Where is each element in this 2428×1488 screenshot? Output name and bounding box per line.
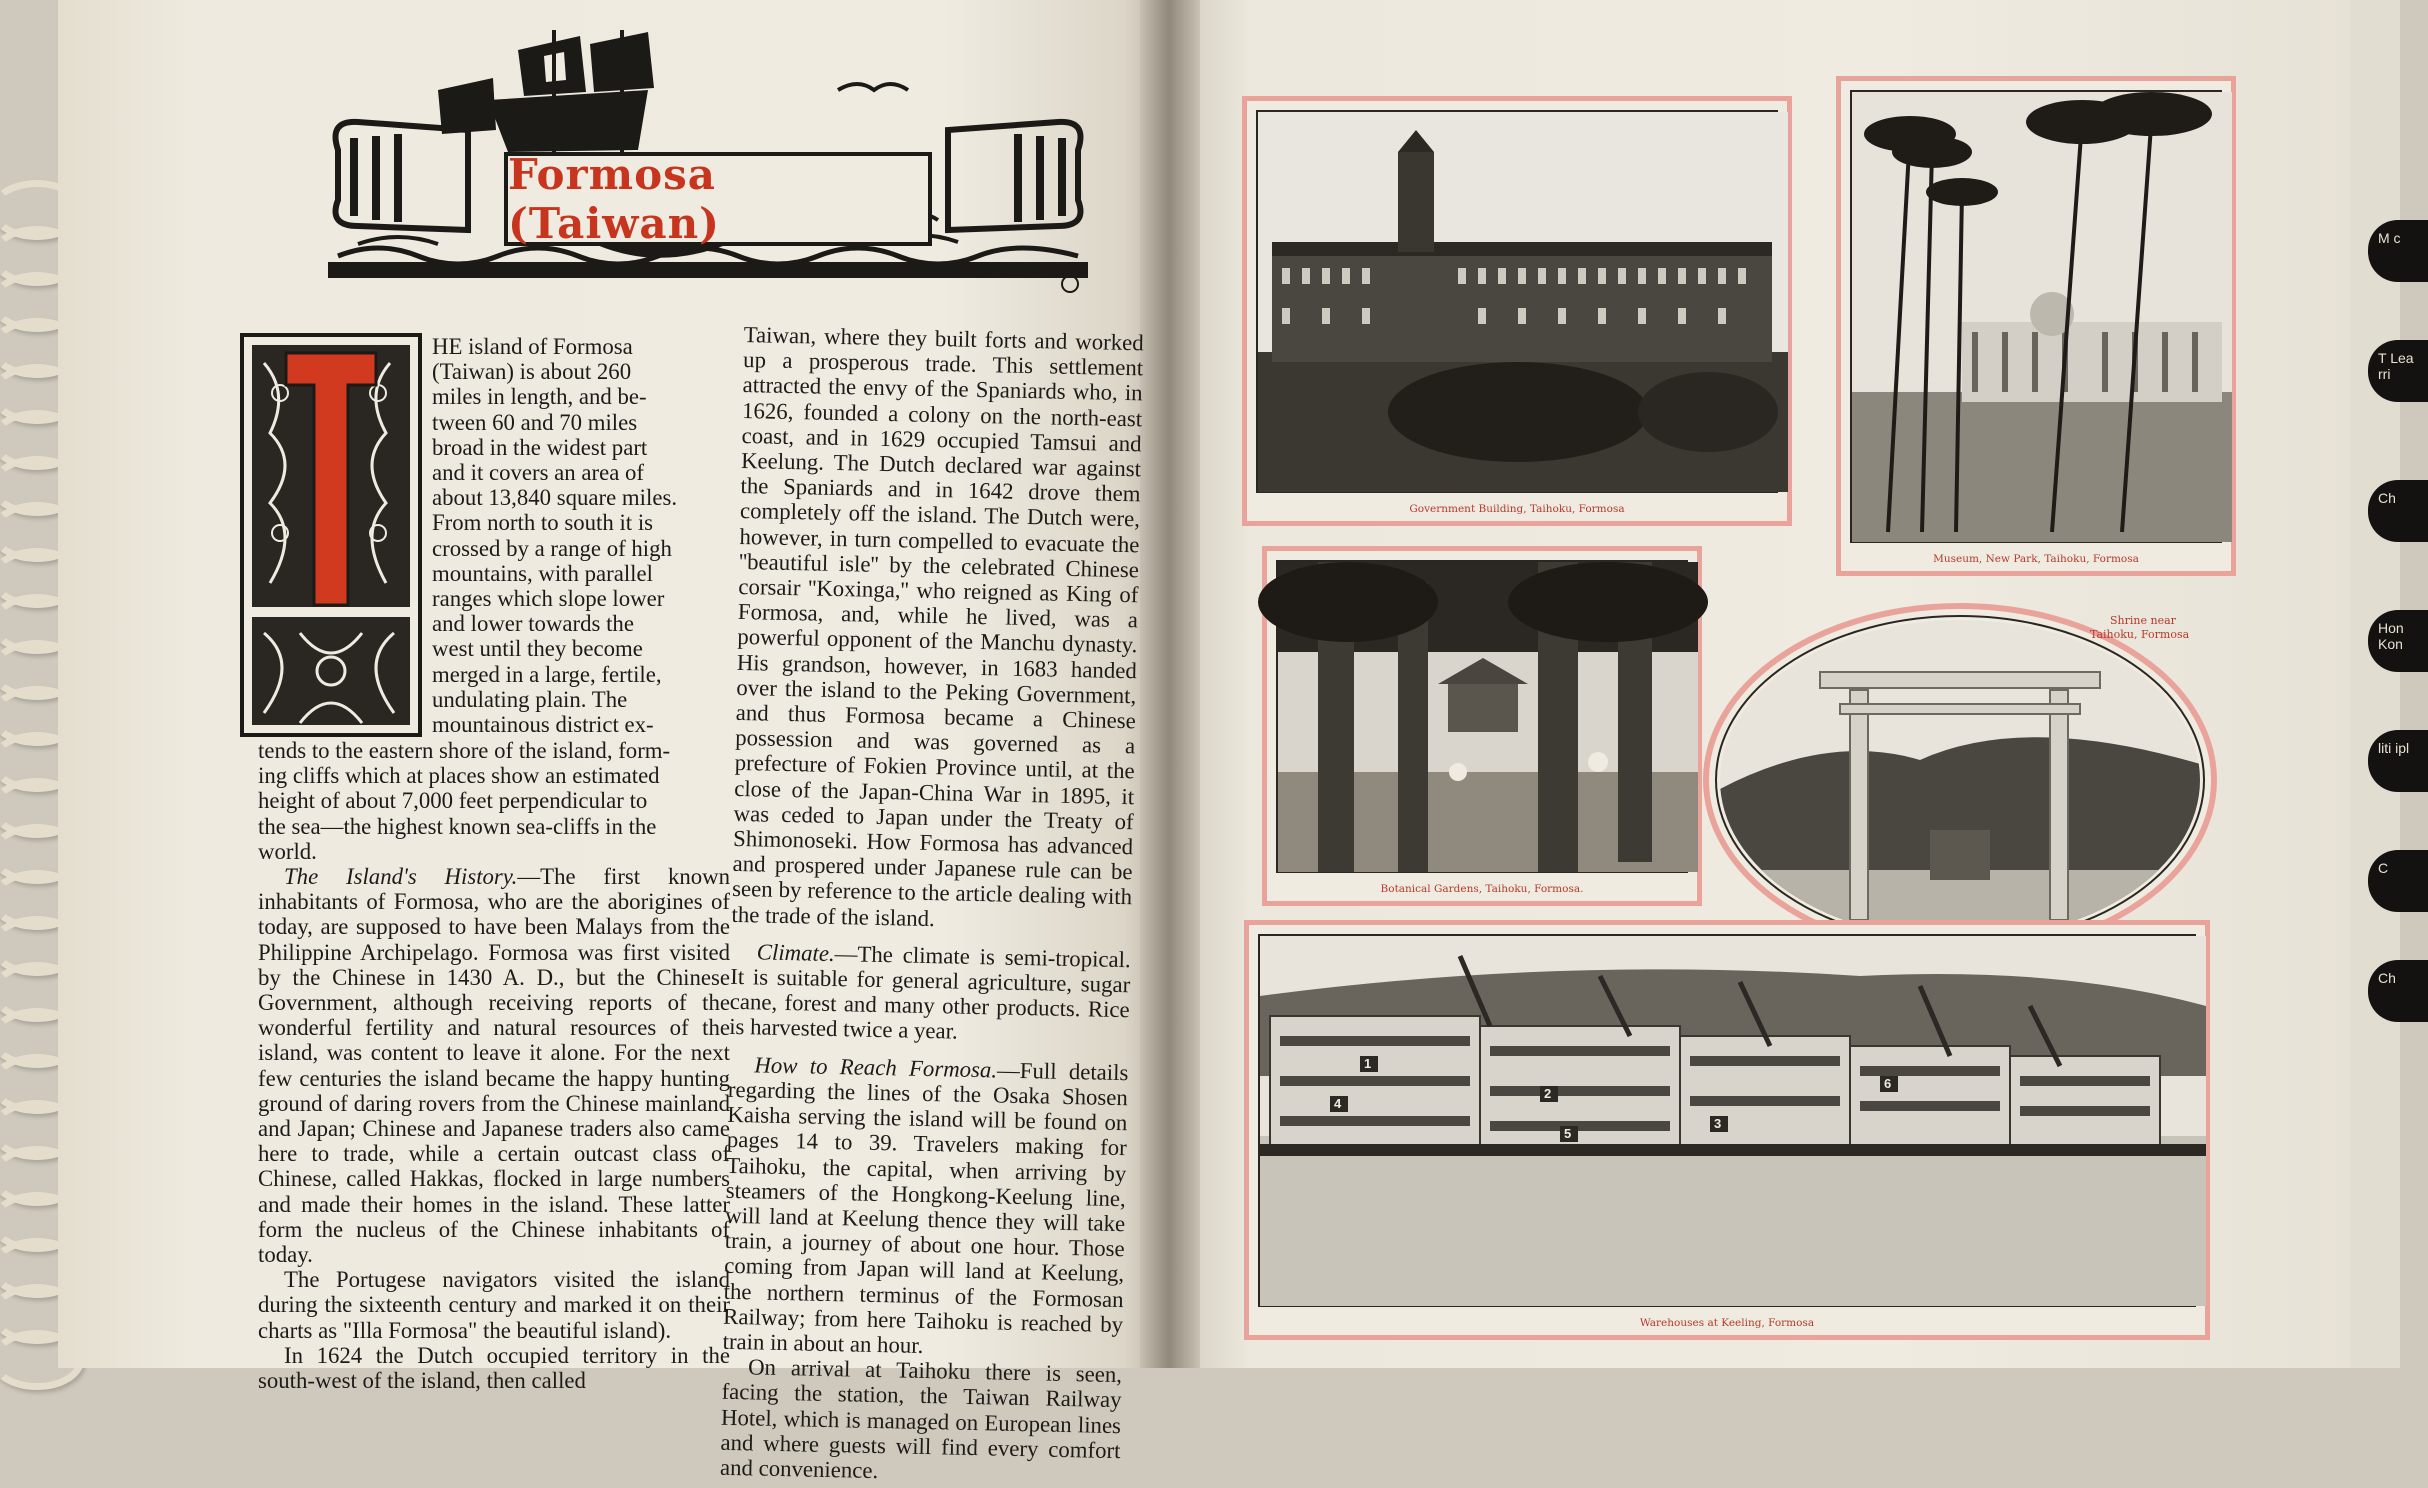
drop-cap bbox=[240, 333, 422, 737]
warehouses-image bbox=[1260, 936, 2206, 1306]
opening-line: mountainous district ex- bbox=[432, 712, 654, 738]
history-heading: The Island's History. bbox=[284, 864, 518, 890]
caption-botanical: Botanical Gardens, Taihoku, Formosa. bbox=[1380, 883, 1584, 895]
next-page-tab: T Lea rri bbox=[2368, 340, 2428, 402]
next-page-tab: liti ipl bbox=[2368, 730, 2428, 792]
heading-banner bbox=[318, 30, 1098, 315]
next-page-edge bbox=[2350, 0, 2400, 1368]
book-gutter bbox=[1140, 0, 1200, 1368]
photo-museum bbox=[1836, 76, 2236, 576]
caption-shrine-2: Taihoku, Formosa bbox=[2090, 628, 2190, 641]
body-line: world. bbox=[258, 838, 317, 864]
body-line: the sea—the highest known sea-cliffs in the bbox=[258, 813, 657, 839]
next-page-tab: Ch bbox=[2368, 960, 2428, 1022]
photo-botanical-gardens bbox=[1262, 546, 1702, 906]
opening-line: From north to south it is bbox=[432, 510, 654, 536]
photo-government-building bbox=[1242, 96, 1792, 526]
next-page-tab: M c bbox=[2368, 220, 2428, 282]
warehouse-number-2: 2 bbox=[1544, 1086, 1552, 1101]
column-2-history: Taiwan, where they built forts and worked up a prosperous trade. This settlement attracted the envy of the Spaniards who, in 1626, founded a colony on the north-east coast, and in 1629 occupied Tamsui and Keelung. The Dutch declared war against the Spaniards and in 1642 drove them completely off the island. The Dutch were, however, in turn compelled to evacuate the ''beautiful isle'' by the celebrated Chinese corsair ''Koxinga,'' who reigned as King of Formosa, and, while he lived, was a powerful opponent of the Manchu dynasty. His grandson, however, in 1683 handed over the island to the Peking Government, and thus Formosa became a Chinese possession and was governed as a prefecture of Fokien Province until, at the close of the Japan-China War in 1895, it was ceded to Japan under the Treaty of Shimonoseki. How Formosa has advanced and prospered under Japanese rule can be seen by reference to the article dealing with the trade of the island. bbox=[731, 322, 1144, 931]
column-1-rest bbox=[258, 738, 730, 864]
opening-line: (Taiwan) is about 260 bbox=[432, 359, 632, 385]
opening-line: merged in a large, fertile, bbox=[432, 661, 662, 687]
caption-museum: Museum, New Park, Taihoku, Formosa bbox=[1933, 553, 2139, 565]
next-page-tab: C bbox=[2368, 850, 2428, 912]
body-line: tends to the eastern shore of the island, form- bbox=[258, 738, 671, 763]
ornament-frame bbox=[240, 333, 422, 737]
history-text: —The first known inhabitants of Formosa, who are the aborigines of today, are supposed to have been Malays from the Philippine Archipelago. Formosa was first visited by the Chinese in 1430 A. D., but the Chinese Government, although receiving reports of the wonderful fertility and natural resources of the island, was content to leave it alone. For the next few centuries the island became the happy hunting ground of daring rovers from the Chinese mainland and Japan; Chinese and Japanese traders also came here to trade, while a certain outcast class of Chinese, called Hakkas, flocked in large numbers and made their homes in the island. These latter form the nucleus of the Chinese inhabitants of today. bbox=[258, 864, 730, 1268]
opening-line: west until they become bbox=[432, 636, 643, 662]
portuguese-paragraph: The Portugese navigators visited the island during the sixteenth century and marked it on their charts as "Illa Formosa" the beautiful island). bbox=[258, 1267, 730, 1343]
climate-heading: Climate. bbox=[756, 939, 835, 966]
climate-text: —The climate is semi-tropical. It is suitable for general agriculture, sugar cane, forest and many other products. Rice is harvested twice a year. bbox=[728, 940, 1131, 1045]
climate-paragraph bbox=[729, 939, 1131, 1048]
opening-line: miles in length, and be- bbox=[432, 384, 647, 410]
caption-government: Government Building, Taihoku, Formosa bbox=[1409, 503, 1625, 515]
warehouse-number-3: 3 bbox=[1714, 1116, 1722, 1131]
opening-line: and lower towards the bbox=[432, 611, 634, 637]
warehouse-number-1: 1 bbox=[1364, 1056, 1372, 1071]
shrine-image bbox=[1700, 600, 2220, 960]
dutch-paragraph: In 1624 the Dutch occupied territory in the south-west of the island, then called bbox=[258, 1342, 730, 1394]
photo-warehouses bbox=[1244, 920, 2210, 1340]
opening-line: tween 60 and 70 miles bbox=[432, 409, 638, 435]
reach-paragraph bbox=[722, 1052, 1128, 1363]
opening-line: crossed by a range of high bbox=[432, 535, 672, 561]
warehouse-number-5: 5 bbox=[1564, 1126, 1572, 1141]
page-title: Formosa (Taiwan) bbox=[504, 152, 932, 246]
government-building-image bbox=[1258, 112, 1788, 492]
warehouse-number-4: 4 bbox=[1334, 1096, 1342, 1111]
opening-line: mountains, with parallel bbox=[432, 560, 653, 586]
opening-line: about 13,840 square miles. bbox=[432, 485, 678, 511]
next-page-tab: Ch bbox=[2368, 480, 2428, 542]
museum-image bbox=[1852, 92, 2232, 542]
column-1-opening bbox=[432, 334, 730, 737]
arrival-paragraph: On arrival at Taihoku there is seen, facing the station, the Taiwan Railway Hotel, which is managed on European lines and where guests will find every comfort and convenience. bbox=[719, 1354, 1123, 1483]
opening-line: undulating plain. The bbox=[432, 686, 628, 712]
reach-heading: How to Reach Formosa. bbox=[754, 1052, 998, 1083]
opening-line: ranges which slope lower bbox=[432, 586, 665, 612]
botanical-gardens-image bbox=[1278, 562, 1698, 872]
caption-shrine-1: Shrine near bbox=[2110, 614, 2176, 627]
opening-line: and it covers an area of bbox=[432, 460, 645, 486]
opening-line: broad in the widest part bbox=[432, 434, 648, 460]
history-paragraph bbox=[258, 864, 730, 1267]
reach-text: —Full details regarding the lines of the Osaka Shosen Kaisha serving the island will be found on pages 14 to 39. Travelers making for Taihoku, the capital, when arriving by steamers of the Hongkong-Keelung line, will land at Keelung thence they will take train, a journey of about one hour. Those coming from Japan will land at Keelung, the northern terminus of the Formosan Railway; from here Taihoku is reached by train in about an hour. bbox=[722, 1057, 1129, 1358]
next-page-tab: Hon Kon bbox=[2368, 610, 2428, 672]
opening-line: HE island of Formosa bbox=[432, 334, 633, 359]
body-line: ing cliffs which at places show an estimated bbox=[258, 763, 660, 789]
column-1-body bbox=[258, 738, 730, 1393]
caption-warehouses: Warehouses at Keeling, Formosa bbox=[1639, 1317, 1815, 1329]
warehouse-number-6: 6 bbox=[1884, 1076, 1892, 1091]
column-2-body bbox=[720, 322, 1144, 1488]
body-line: height of about 7,000 feet perpendicular to bbox=[258, 788, 648, 814]
photo-shrine bbox=[1700, 600, 2220, 960]
